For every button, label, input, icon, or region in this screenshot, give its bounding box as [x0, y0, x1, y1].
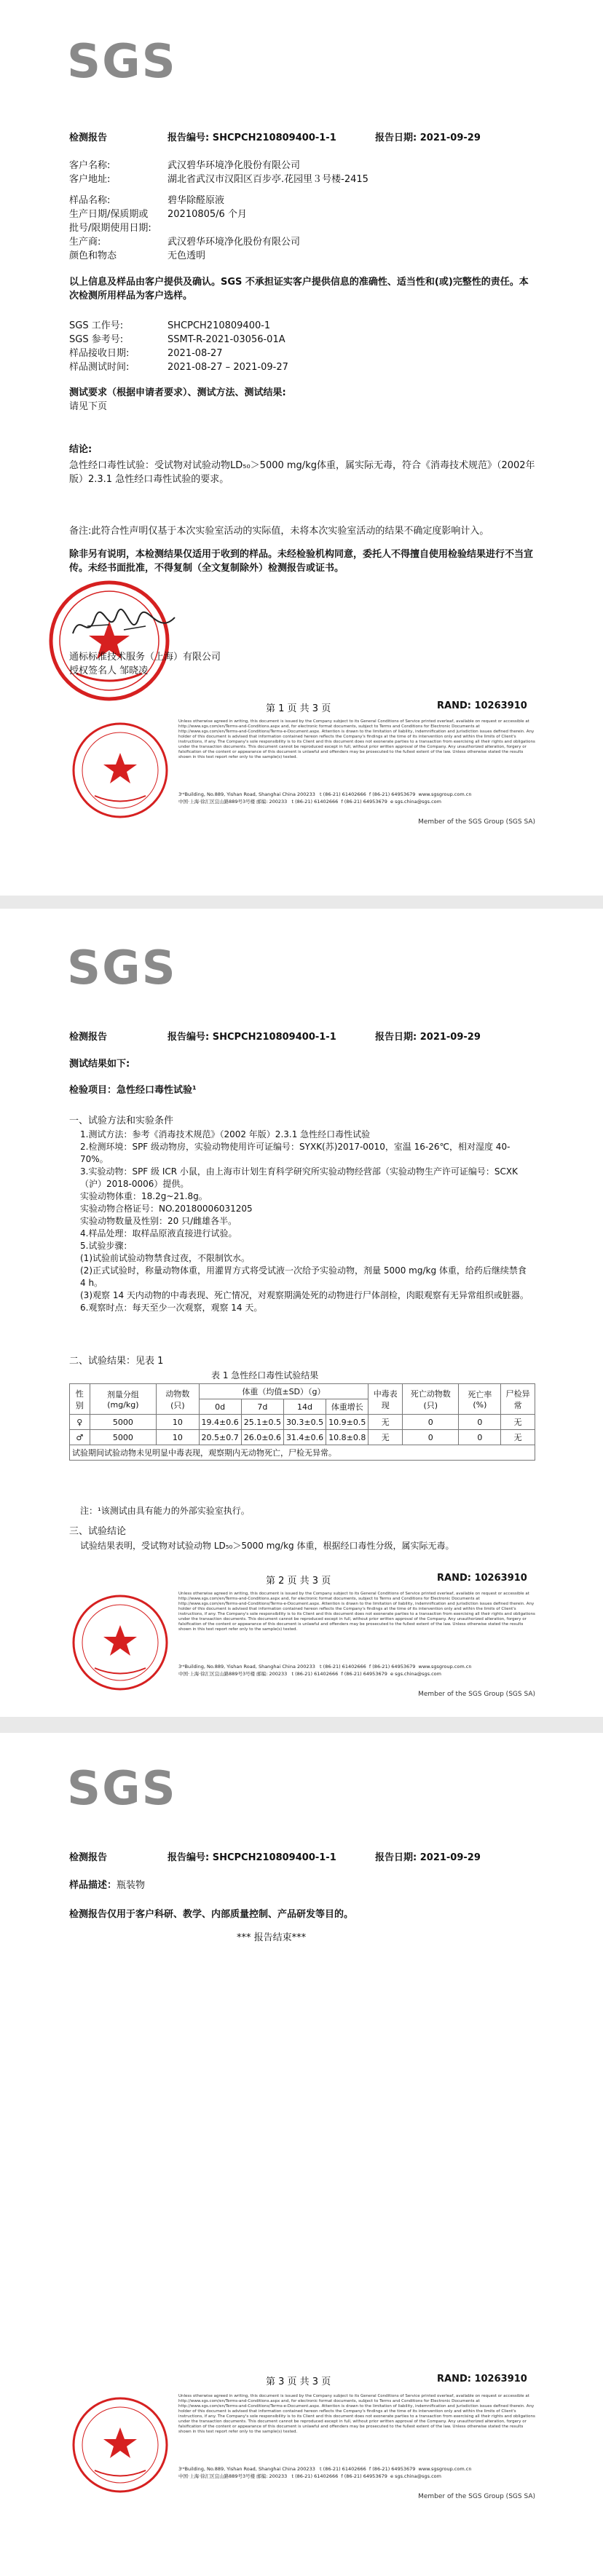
page-number: 第 2 页 共 3 页	[266, 1576, 331, 1587]
table-row: ♀ 5000 10 19.4±0.6 25.1±0.5 30.3±0.5 10.9±0.5 无 0 0 无	[70, 1415, 535, 1430]
page-number: 第 1 页 共 3 页	[266, 703, 331, 714]
method-line: 实验动物合格证号：NO.20180006031205	[80, 1204, 253, 1214]
remark: 备注:此符合性声明仅基于本次实验室活动的实际值，未将本次实验室活动的结果不确定度影响计入。	[69, 526, 489, 537]
method-line: 6.观察时点：每天至少一次观察，观察 14 天。	[80, 1303, 263, 1313]
client-info: 客户名称: 武汉碧华环境净化股份有限公司 客户地址: 湖北省武汉市汉阳区百步亭.花园里３号楼-2415 样品名称: 碧华除醛原液 生产日期/保质期或 20210805/6 个月 批号/限期使用日期: 生产商: 武汉碧华环境净化股份有限公司 颜色和物态 无色透明	[69, 160, 368, 261]
method-line: 4.样品处理：取样品原液直接进行试验。	[80, 1228, 237, 1238]
footer-disclaimer: Unless otherwise agreed in writing, this document is issued by the Company subject to its General Conditions of Service printed overleaf, available on request or accessible at http://www.sgs.com/en/Terms-and-Conditions.aspx and, for electronic format documents, subject to Terms and Conditions for Electronic Documents at http://www.sgs.com/en/Terms-and-Conditions/Terms-e-Document.aspx. Attention is drawn to the limitation of liability, indemnification and jurisdiction issues defined therein. Any holder of this document is advised that information contained hereon reflects the Company's findings at the time of its intervention only and within the limits of Client's instructions, if any. The Company's sole responsibility is to its Client and this document does not exonerate parties to a transaction from exercising all their rights and obligations under the transaction documents. This document cannot be reproduced except in full, without prior written approval of the Company. Any unauthorized alteration, forgery or falsification of the content or appearance of this document is unlawful and offenders may be prosecuted to the fullest extent of the law. Unless otherwise stated the results shown in this test report refer only to the sample(s) tested.	[178, 1592, 535, 1632]
test-requirement-value: 请见下页	[69, 401, 108, 412]
footer-address: 3ʳᵈBuilding, No.889, Yishan Road, Shanghai China 200233 t (86-21) 61402666 f (86-21) 64953679 www.sgsgroup.com.cn 中国·上海·徐汇区宜山路889号3号楼 邮编: 200233 t (86-21) 61402666 f (86-21) 64953679 e sgs.china@sgs.com	[178, 2466, 472, 2479]
reference-info: SGS 工作号: SHCPCH210809400-1 SGS 参考号: SSMT-R-2021-03056-01A 样品接收日期: 2021-08-27 样品测试时间: 2021-08-27 – 2021-09-27	[69, 320, 288, 373]
method-line: 2.检测环境：SPF 级动物房，实验动物使用许可证编号：SYXK(苏)2017-0010，室温 16-26℃，相对湿度 40-70%。	[80, 1142, 511, 1164]
test-item-title: 检验项目：急性经口毒性试验¹	[69, 1085, 197, 1096]
conclusion-text: 急性经口毒性试验：受试物对试验动物LD₅₀＞5000 mg/kg体重，属实际无毒，符合《消毒技术规范》（2002年版）2.3.1 急性经口毒性试验的要求。	[69, 460, 535, 485]
method-line: 5.试验步骤：	[80, 1241, 133, 1251]
inspection-seal-icon	[69, 2394, 171, 2496]
signer-company: 通标标准技术服务（上海）有限公司	[69, 652, 221, 663]
signer-name: 授权签名人 邹晓凌	[69, 665, 149, 676]
table-note-row: 试验期间试验动物未见明显中毒表现，观察期内无动物死亡，尸检无异常。	[70, 1445, 535, 1461]
page-footer	[69, 719, 535, 858]
method-line: 实验动物体重：18.2g~21.8g。	[80, 1191, 208, 1201]
method-list	[80, 1129, 532, 1314]
usage-statement: 除非另有说明，本检测结果仅适用于收到的样品。未经检验机构同意，委托人不得擅自使用检验结果进行不当宣传。未经书面批准，不得复制（全文复制除外）检测报告或证书。	[69, 549, 534, 574]
sgs-logo: SGS	[67, 941, 177, 995]
inspection-seal-icon	[69, 719, 171, 821]
toxicity-table: 性别 剂量分组 (mg/kg) 动物数 (只) 体重（均值±SD）（g） 中毒表现 死亡动物数 (只) 死亡率 (%) 尸检异常 0d 7d 14d 体重增长 ♀ 5000 10 19.4±0.6 25.1±0.5 30.3±0.5 10.9±0.5 无 0 0 无 ♂ 5000 10 20.5±0.7 26.0±0.6 31.4±0.6 10.8±0.8 无 0 0 无 试验期间试验动物未见明显中毒表现，观察期内无动物死亡，尸检无异常。	[69, 1383, 535, 1461]
page-footer	[69, 1592, 535, 1730]
results-title: 测试结果如下:	[69, 1059, 130, 1070]
sgs-member: Member of the SGS Group (SGS SA)	[418, 2493, 535, 2500]
method-line: (3)观察 14 天内动物的中毒表现、死亡情况，对观察期满处死的动物进行尸体剖检，肉眼观察有无异常组织或脏器。	[80, 1290, 529, 1300]
report-page-3: SGS 检测报告 报告编号: SHCPCH210809400-1-1 报告日期: 2021-09-29 样品描述：瓶装物 检测报告仅用于客户科研、教学、内部质量控制、产品研发等目的。 *** 报告结束*** 第 3 页 共 3 页 RAND: 10263910 Unless otherwise agreed in writing, this document is issued by the Company subject to its General Conditions of Service printed overleaf, available on request or accessible at http://www.sgs.com/en/Terms-and-Conditions.aspx and, for electronic format documents, subject to Terms and Conditions for Electronic Documents at http://www.sgs.com/en/Terms-and-Conditions/Terms-e-Document.aspx. Attention is drawn to the limitation of liability, indemnification and jurisdiction issues defined therein. Any holder of this document is advised that information contained hereon reflects the Company's findings at the time of its intervention only and within the limits of Client's instructions, if any. The Company's sole responsibility is to its Client and this document does not exonerate parties to a transaction from exercising all their rights and obligations under the transaction documents. This document cannot be reproduced except in full, without prior written approval of the Company. Any unauthorized alteration, forgery or falsification of the content or appearance of this document is unlawful and offenders may be prosecuted to the fullest extent of the law. Unless otherwise stated the results shown in this test report refer only to the sample(s) tested. 3ʳᵈBuilding, No.889, Yishan Road, Shanghai China 200233 t (86-21) 61402666 f (86-21) 64953679 www.sgsgroup.com.cn 中国·上海·徐汇区宜山路889号3号楼 邮编: 200233 t (86-21) 61402666 f (86-21) 64953679 e sgs.china@sgs.com Member of the SGS Group (SGS SA)	[0, 1733, 603, 2576]
sgs-logo: SGS	[67, 1762, 177, 1816]
report-end-mark: *** 报告结束***	[237, 1932, 307, 1943]
footnote: 注：¹该测试由具有能力的外部实验室执行。	[80, 1506, 250, 1516]
purpose-statement: 检测报告仅用于客户科研、教学、内部质量控制、产品研发等目的。	[69, 1909, 354, 1920]
footer-address: 3ʳᵈBuilding, No.889, Yishan Road, Shanghai China 200233 t (86-21) 61402666 f (86-21) 64953679 www.sgsgroup.com.cn 中国·上海·徐汇区宜山路889号3号楼 邮编: 200233 t (86-21) 61402666 f (86-21) 64953679 e sgs.china@sgs.com	[178, 791, 472, 805]
method-line: (1)试验前试验动物禁食过夜，不限制饮水。	[80, 1253, 250, 1263]
conclusion-title: 结论:	[69, 444, 92, 455]
table-title: 表 1 急性经口毒性试验结果	[211, 1370, 319, 1380]
method-line: (2)正式试验时，称量动物体重，用灌胃方式将受试液一次给予实验动物，剂量 5000 mg/kg 体重，给药后继续禁食 4 h。	[80, 1265, 527, 1288]
section-2-title: 二、试验结果：见表 1	[69, 1356, 164, 1367]
page-number: 第 3 页 共 3 页	[266, 2377, 331, 2387]
method-line: 实验动物数量及性别：20 只/雌雄各半。	[80, 1216, 237, 1226]
section-3-title: 三、试验结论	[69, 1526, 127, 1537]
page-footer	[69, 2394, 535, 2532]
section-1-title: 一、试验方法和实验条件	[69, 1115, 174, 1126]
footer-address: 3ʳᵈBuilding, No.889, Yishan Road, Shanghai China 200233 t (86-21) 61402666 f (86-21) 64953679 www.sgsgroup.com.cn 中国·上海·徐汇区宜山路889号3号楼 邮编: 200233 t (86-21) 61402666 f (86-21) 64953679 e sgs.china@sgs.com	[178, 1664, 472, 1677]
method-line: 3.实验动物：SPF 级 ICR 小鼠，由上海市计划生育科学研究所实验动物经营部（实验动物生产许可证编号：SCXK（沪）2018-0006）提供。	[80, 1166, 518, 1189]
section-3-text: 试验结果表明，受试物对试验动物 LD₅₀＞5000 mg/kg 体重，根据经口毒性分级，属实际无毒。	[80, 1541, 454, 1551]
report-page-2: SGS 检测报告 报告编号: SHCPCH210809400-1-1 报告日期: 2021-09-29 测试结果如下: 检验项目：急性经口毒性试验¹ 一、试验方法和实验条件 1.测试方法：参考《消毒技术规范》（2002 年版）2.3.1 急性经口毒性试验 2.检测环境：SPF 级动物房，实验动物使用许可证编号：SYXK(苏)2017-0010，室温 16-26℃，相对湿度 40-70%。 3.实验动物：SPF 级 ICR 小鼠，由上海市计划生育科学研究所实验动物经营部（实验动物生产许可证编号：SCXK（沪）2018-0006）提供。 实验动物体重：18.2g~21.8g。 实验动物合格证号：NO.20180006031205 实验动物数量及性别：20 只/雌雄各半。 4.样品处理：取样品原液直接进行试验。 5.试验步骤： (1)试验前试验动物禁食过夜，不限制饮水。 (2)正式试验时，称量动物体重，用灌胃方式将受试液一次给予实验动物，剂量 5000 mg/kg 体重，给药后继续禁食 4 h。 (3)观察 14 天内动物的中毒表现、死亡情况，对观察期满处死的动物进行尸体剖检，肉眼观察有无异常组织或脏器。 6.观察时点：每天至少一次观察，观察 14 天。 二、试验结果：见表 1 表 1 急性经口毒性试验结果 性别 剂量分组 (mg/kg) 动物数 (只) 体重（均值±SD）（g） 中毒表现 死亡动物数 (只) 死亡率 (%) 尸检异常 0d 7d 14d 体重增长 ♀ 5000 10 19.4±0.6 25.1±0.5 30.3±0.5 10.9±0.5 无 0 0 无 ♂ 5000 10 20.5±0.7 26.0±0.6 31.4±0.6 10.8±0.8 无 0 0 无 试验期间试验动物未见明显中毒表现，观察期内无动物死亡，尸检无异常。 注：¹该测试由具有能力的外部实验室执行。 三、试验结论 试验结果表明，受试物对试验动物 LD₅₀＞5000 mg/kg 体重，根据经口毒性分级，属实际无毒。 第 2 页 共 3 页 RAND: 10263910 Unless otherwise agreed in writing, this document is issued by the Company subject to its General Conditions of Service printed overleaf, available on request or accessible at http://www.sgs.com/en/Terms-and-Conditions.aspx and, for electronic format documents, subject to Terms and Conditions for Electronic Documents at http://www.sgs.com/en/Terms-and-Conditions/Terms-e-Document.aspx. Attention is drawn to the limitation of liability, indemnification and jurisdiction issues defined therein. Any holder of this document is advised that information contained hereon reflects the Company's findings at the time of its intervention only and within the limits of Client's instructions, if any. The Company's sole responsibility is to its Client and this document does not exonerate parties to a transaction from exercising all their rights and obligations under the transaction documents. This document cannot be reproduced except in full, without prior written approval of the Company. Any unauthorized alteration, forgery or falsification of the content or appearance of this document is unlawful and offenders may be prosecuted to the fullest extent of the law. Unless otherwise stated the results shown in this test report refer only to the sample(s) tested. 3ʳᵈBuilding, No.889, Yishan Road, Shanghai China 200233 t (86-21) 61402666 f (86-21) 64953679 www.sgsgroup.com.cn 中国·上海·徐汇区宜山路889号3号楼 邮编: 200233 t (86-21) 61402666 f (86-21) 64953679 e sgs.china@sgs.com Member of the SGS Group (SGS SA)	[0, 909, 603, 1717]
footer-disclaimer: Unless otherwise agreed in writing, this document is issued by the Company subject to its General Conditions of Service printed overleaf, available on request or accessible at http://www.sgs.com/en/Terms-and-Conditions.aspx and, for electronic format documents, subject to Terms and Conditions for Electronic Documents at http://www.sgs.com/en/Terms-and-Conditions/Terms-e-Document.aspx. Attention is drawn to the limitation of liability, indemnification and jurisdiction issues defined therein. Any holder of this document is advised that information contained hereon reflects the Company's findings at the time of its intervention only and within the limits of Client's instructions, if any. The Company's sole responsibility is to its Client and this document does not exonerate parties to a transaction from exercising all their rights and obligations under the transaction documents. This document cannot be reproduced except in full, without prior written approval of the Company. Any unauthorized alteration, forgery or falsification of the content or appearance of this document is unlawful and offenders may be prosecuted to the fullest extent of the law. Unless otherwise stated the results shown in this test report refer only to the sample(s) tested.	[178, 2394, 535, 2434]
table-row: ♂ 5000 10 20.5±0.7 26.0±0.6 31.4±0.6 10.8±0.8 无 0 0 无	[70, 1430, 535, 1445]
sgs-logo: SGS	[67, 35, 177, 89]
sgs-member: Member of the SGS Group (SGS SA)	[418, 1691, 535, 1698]
inspection-seal-icon	[69, 1592, 171, 1694]
client-notice: 以上信息及样品由客户提供及确认。SGS 不承担证实客户提供信息的准确性、适当性和(或)完整性的责任。本次检测所用样品为客户选样。	[69, 277, 529, 301]
rand-number: RAND: 10263910	[437, 2374, 527, 2385]
rand-number: RAND: 10263910	[437, 700, 527, 711]
signature-icon	[66, 604, 182, 648]
footer-disclaimer: Unless otherwise agreed in writing, this document is issued by the Company subject to its General Conditions of Service printed overleaf, available on request or accessible at http://www.sgs.com/en/Terms-and-Conditions.aspx and, for electronic format documents, subject to Terms and Conditions for Electronic Documents at http://www.sgs.com/en/Terms-and-Conditions/Terms-e-Document.aspx. Attention is drawn to the limitation of liability, indemnification and jurisdiction issues defined therein. Any holder of this document is advised that information contained hereon reflects the Company's findings at the time of its intervention only and within the limits of Client's instructions, if any. The Company's sole responsibility is to its Client and this document does not exonerate parties to a transaction from exercising all their rights and obligations under the transaction documents. This document cannot be reproduced except in full, without prior written approval of the Company. Any unauthorized alteration, forgery or falsification of the content or appearance of this document is unlawful and offenders may be prosecuted to the fullest extent of the law. Unless otherwise stated the results shown in this test report refer only to the sample(s) tested.	[178, 719, 535, 759]
rand-number: RAND: 10263910	[437, 1573, 527, 1584]
report-page-1: SGS 检测报告 报告编号: SHCPCH210809400-1-1 报告日期: 2021-09-29 客户名称: 武汉碧华环境净化股份有限公司 客户地址: 湖北省武汉市汉阳区百步亭.花园里３号楼-2415 样品名称: 碧华除醛原液 生产日期/保质期或 20210805/6 个月 批号/限期使用日期: 生产商: 武汉碧华环境净化股份有限公司 颜色和物态 无色透明 以上信息及样品由客户提供及确认。SGS 不承担证实客户提供信息的准确性、适当性和(或)完整性的责任。本次检测所用样品为客户选样。 SGS 工作号: SHCPCH210809400-1 SGS 参考号: SSMT-R-2021-03056-01A 样品接收日期: 2021-08-27 样品测试时间: 2021-08-27 – 2021-09-27 测试要求（根据申请者要求）、测试方法、测试结果: 请见下页 结论: 急性经口毒性试验：受试物对试验动物LD₅₀＞5000 mg/kg体重，属实际无毒，符合《消毒技术规范》（2002年版）2.3.1 急性经口毒性试验的要求。 备注:此符合性声明仅基于本次实验室活动的实际值，未将本次实验室活动的结果不确定度影响计入。 除非另有说明，本检测结果仅适用于收到的样品。未经检验机构同意，委托人不得擅自使用检验结果进行不当宣传。未经书面批准，不得复制（全文复制除外）检测报告或证书。 通标标准技术服务（上海）有限公司 授权签名人 邹晓凌 第 1 页 共 3 页 RAND: 10263910 Unless otherwise agreed in writing, this document is issued by the Company subject to its General Conditions of Service printed overleaf, available on request or accessible at http://www.sgs.com/en/Terms-and-Conditions.aspx and, for electronic format documents, subject to Terms and Conditions for Electronic Documents at http://www.sgs.com/en/Terms-and-Conditions/Terms-e-Document.aspx. Attention is drawn to the limitation of liability, indemnification and jurisdiction issues defined therein. Any holder of this document is advised that information contained hereon reflects the Company's findings at the time of its intervention only and within the limits of Client's instructions, if any. The Company's sole responsibility is to its Client and this document does not exonerate parties to a transaction from exercising all their rights and obligations under the transaction documents. This document cannot be reproduced except in full, without prior written approval of the Company. Any unauthorized alteration, forgery or falsification of the content or appearance of this document is unlawful and offenders may be prosecuted to the fullest extent of the law. Unless otherwise stated the results shown in this test report refer only to the sample(s) tested. 3ʳᵈBuilding, No.889, Yishan Road, Shanghai China 200233 t (86-21) 61402666 f (86-21) 64953679 www.sgsgroup.com.cn 中国·上海·徐汇区宜山路889号3号楼 邮编: 200233 t (86-21) 61402666 f (86-21) 64953679 e sgs.china@sgs.com Member of the SGS Group (SGS SA)	[0, 0, 603, 896]
test-requirement-title: 测试要求（根据申请者要求）、测试方法、测试结果:	[69, 387, 286, 398]
method-line: 1.测试方法：参考《消毒技术规范》（2002 年版）2.3.1 急性经口毒性试验	[80, 1129, 371, 1139]
sgs-member: Member of the SGS Group (SGS SA)	[418, 818, 535, 826]
sample-description: 样品描述：瓶装物	[69, 1880, 146, 1891]
